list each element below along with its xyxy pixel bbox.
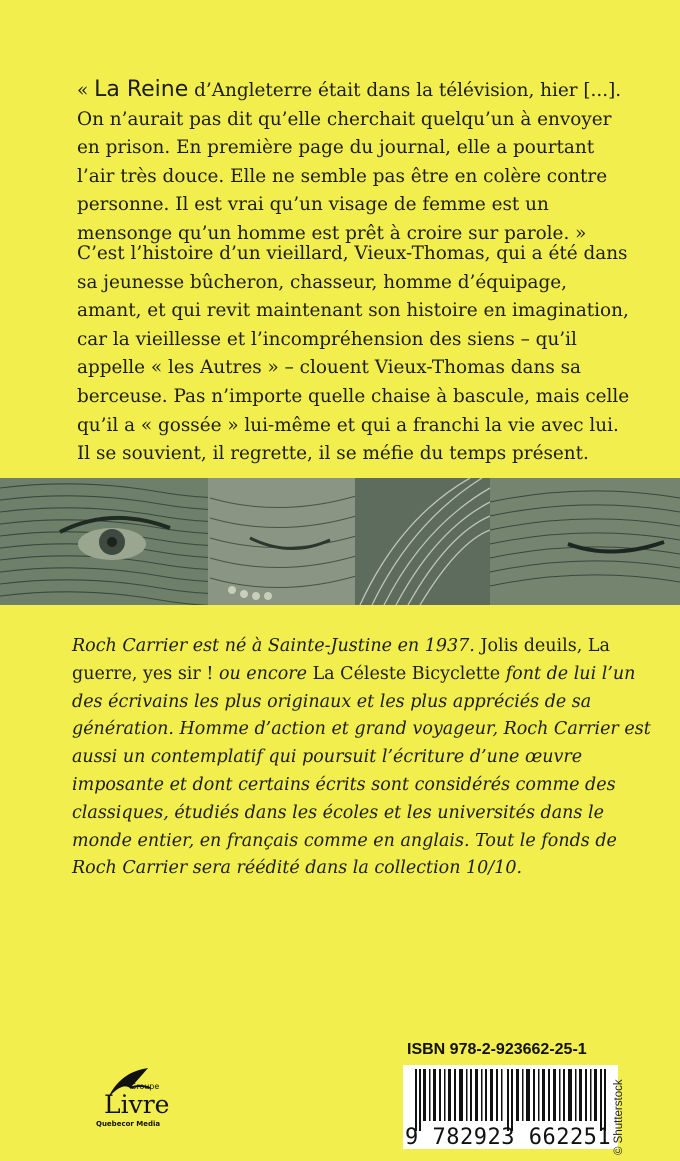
bio-part1: Roch Carrier est né à Sainte-Justine en 1937.: [72, 636, 481, 656]
bio-title2: La Céleste Bicyclette: [312, 663, 501, 684]
photo-credit: © Shutterstock: [613, 1079, 625, 1155]
publisher-logo: [88, 1062, 170, 1132]
quote-text: d’Angleterre était dans la télévision, hier [...]. On n’aurait pas dit qu’elle cherchait quelqu’un à envoyer en prison. En première page du journal, elle a pourtant l’air très douce. Elle ne semble pas être en colère contre personne. Il est vrai qu’un visage de femme est un mensonge qu’un homme est prêt à croire sur parole. »: [77, 80, 622, 244]
bio-part2: ou encore: [213, 663, 313, 684]
bio-title1: Jolis deuils, La guerre, yes sir !: [72, 636, 610, 684]
engraved-faces-band: [0, 478, 680, 605]
bio-part3: font de lui l’un des écrivains les plus originaux et les plus appréciés de sa génération. Homme d’action et grand voyageur, Roch Carrier est aussi un contemplatif qui poursuit l’écriture d’une œuvre imposante et dont certains écrits sont considérés comme des classiques, étudiés dans les écoles et les universités dans le monde entier, en français comme en anglais. Tout le fonds de Roch Carrier sera réédité dans la collection 10/10.: [72, 663, 651, 879]
publisher-livre: Livre: [104, 1090, 170, 1119]
synopsis-paragraph: C’est l’histoire d’un vieillard, Vieux-Thomas, qui a été dans sa jeunesse bûcheron, chasseur, homme d’équipage, amant, et qui revit maintenant son histoire en imagination, car la vieillesse et l’incompréhension des siens – qu’il appelle « les Autres » – clouent Vieux-Thomas dans sa berceuse. Pas n’importe quelle chaise à bascule, mais celle qu’il a « gossée » lui-même et qui a franchi la vie avec lui. Il se souvient, il regrette, il se méfie du temps présent.: [77, 243, 630, 465]
publisher-media: Quebecor Media: [96, 1120, 161, 1128]
quote-highlight: La Reine: [94, 77, 189, 102]
cover-quote: [77, 76, 637, 249]
isbn-barcode: [403, 1041, 618, 1151]
engraving-image: [0, 478, 680, 605]
ean-digits: 9 782923 662251: [405, 1125, 612, 1150]
isbn-label: ISBN 978-2-923662-25-1: [407, 1041, 587, 1058]
quote-open: «: [77, 80, 95, 101]
publisher-groupe: Groupe: [130, 1082, 160, 1091]
author-biography: [72, 633, 662, 883]
barcode-bars: [403, 1069, 618, 1131]
